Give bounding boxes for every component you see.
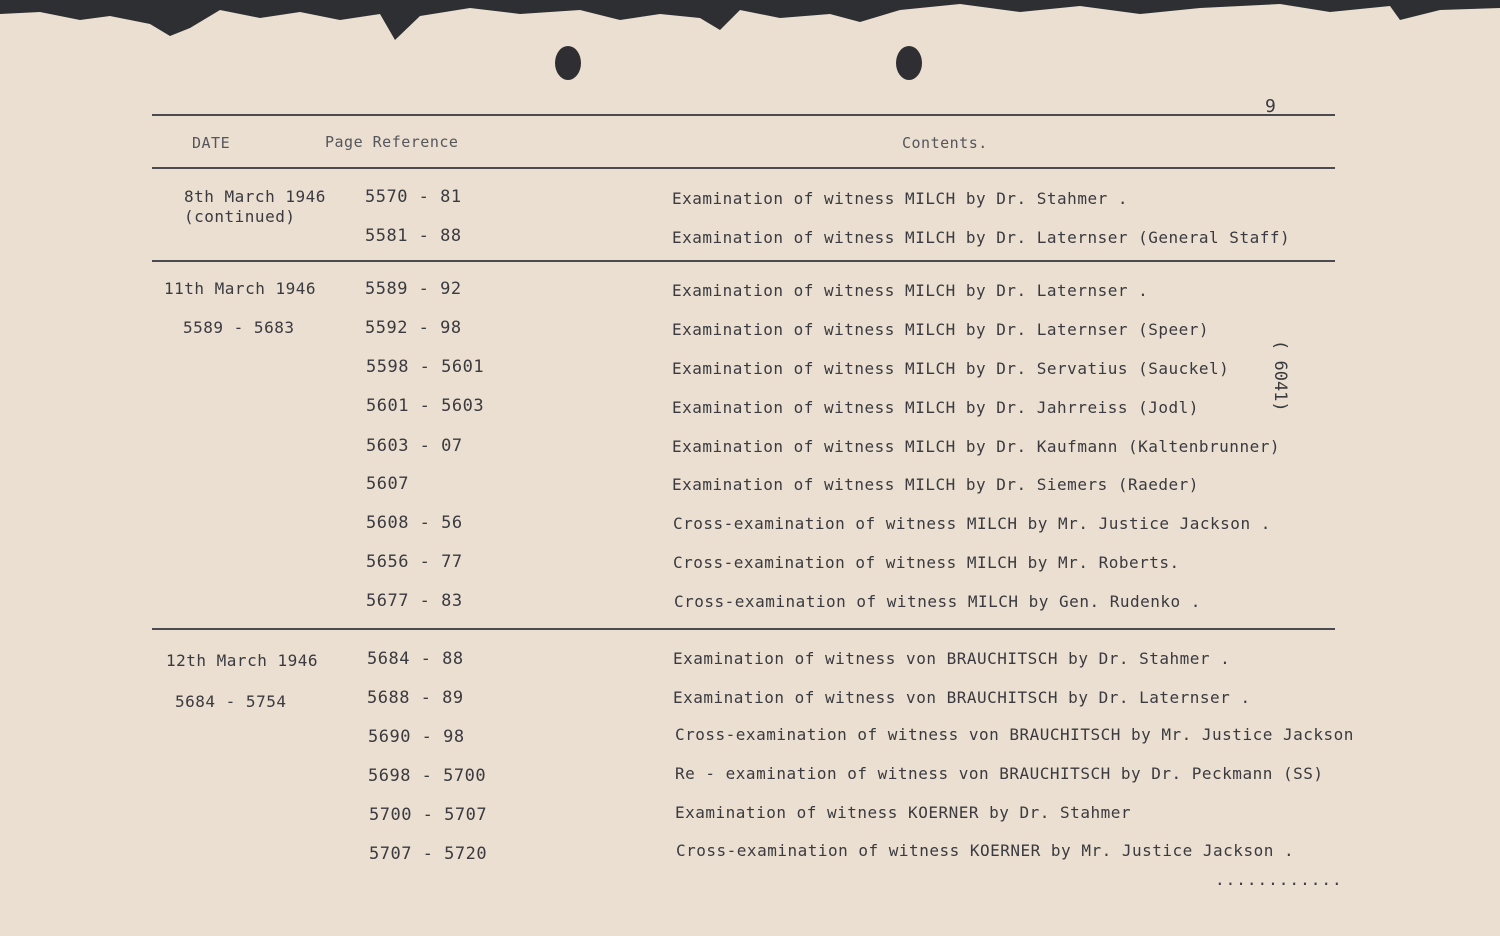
entry-content: Examination of witness von BRAUCHITSCH by Dr. Laternser . [673,688,1251,707]
section-page-range: 5684 - 5754 [175,692,287,711]
section-date: 12th March 1946 [166,651,318,670]
header-date: DATE [192,134,231,152]
entry-content: Examination of witness MILCH by Dr. Servatius (Sauckel) [672,359,1230,378]
page-reference: 5603 - 07 [366,436,463,456]
entry-content: Examination of witness MILCH by Dr. Stahmer . [672,189,1128,208]
header-top-rule [152,114,1335,116]
entry-content: Re - examination of witness von BRAUCHITSCH by Dr. Peckmann (SS) [675,764,1324,783]
page-reference: 5684 - 88 [367,649,464,669]
page-reference: 5688 - 89 [367,688,464,708]
page-reference: 5677 - 83 [366,591,463,611]
continuation-dots: ............ [1215,870,1343,889]
page-reference: 5707 - 5720 [369,844,488,864]
page-reference: 5690 - 98 [368,727,465,747]
side-stamp: ( 6041) [1270,340,1290,412]
entry-content: Examination of witness MILCH by Dr. Kaufmann (Kaltenbrunner) [672,437,1280,456]
entry-content: Cross-examination of witness MILCH by Mr. Justice Jackson . [673,514,1271,533]
entry-content: Examination of witness MILCH by Dr. Laternser . [672,281,1149,300]
entry-content: Cross-examination of witness KOERNER by Mr. Justice Jackson . [676,841,1295,860]
page-reference: 5570 - 81 [365,187,462,207]
entry-content: Examination of witness MILCH by Dr. Laternser (General Staff) [672,228,1291,247]
entry-content: Cross-examination of witness MILCH by Gen. Rudenko . [674,592,1201,611]
entry-content: Cross-examination of witness MILCH by Mr. Roberts. [673,553,1180,572]
page-number: 9 [1265,96,1277,117]
page-reference: 5700 - 5707 [369,805,488,825]
punch-hole-left [555,46,581,80]
header-contents: Contents. [902,134,988,152]
torn-paper-edge [0,0,1500,45]
page-reference: 5608 - 56 [366,513,463,533]
page-reference: 5656 - 77 [366,552,463,572]
header-bottom-rule [152,167,1335,169]
page-reference: 5581 - 88 [365,226,462,246]
section-date: 11th March 1946 [164,279,316,298]
entry-content: Examination of witness KOERNER by Dr. Stahmer [675,803,1131,822]
punch-hole-right [896,46,922,80]
page-reference: 5592 - 98 [365,318,462,338]
entry-content: Examination of witness MILCH by Dr. Laternser (Speer) [672,320,1210,339]
page-reference: 5589 - 92 [365,279,462,299]
section-divider [152,260,1335,262]
header-page-reference: Page Reference [325,133,459,151]
entry-content: Examination of witness von BRAUCHITSCH by Dr. Stahmer . [673,649,1231,668]
page-reference: 5698 - 5700 [368,766,487,786]
section-date-note: (continued) [184,207,296,226]
entry-content: Examination of witness MILCH by Dr. Siemers (Raeder) [672,475,1199,494]
section-date: 8th March 1946 [184,187,326,206]
section-divider [152,628,1335,630]
section-page-range: 5589 - 5683 [183,318,295,337]
entry-content: Examination of witness MILCH by Dr. Jahrreiss (Jodl) [672,398,1199,417]
entry-content: Cross-examination of witness von BRAUCHITSCH by Mr. Justice Jackson [675,725,1354,744]
page-reference: 5601 - 5603 [366,396,485,416]
page-reference: 5598 - 5601 [366,357,485,377]
page-reference: 5607 [366,474,409,494]
